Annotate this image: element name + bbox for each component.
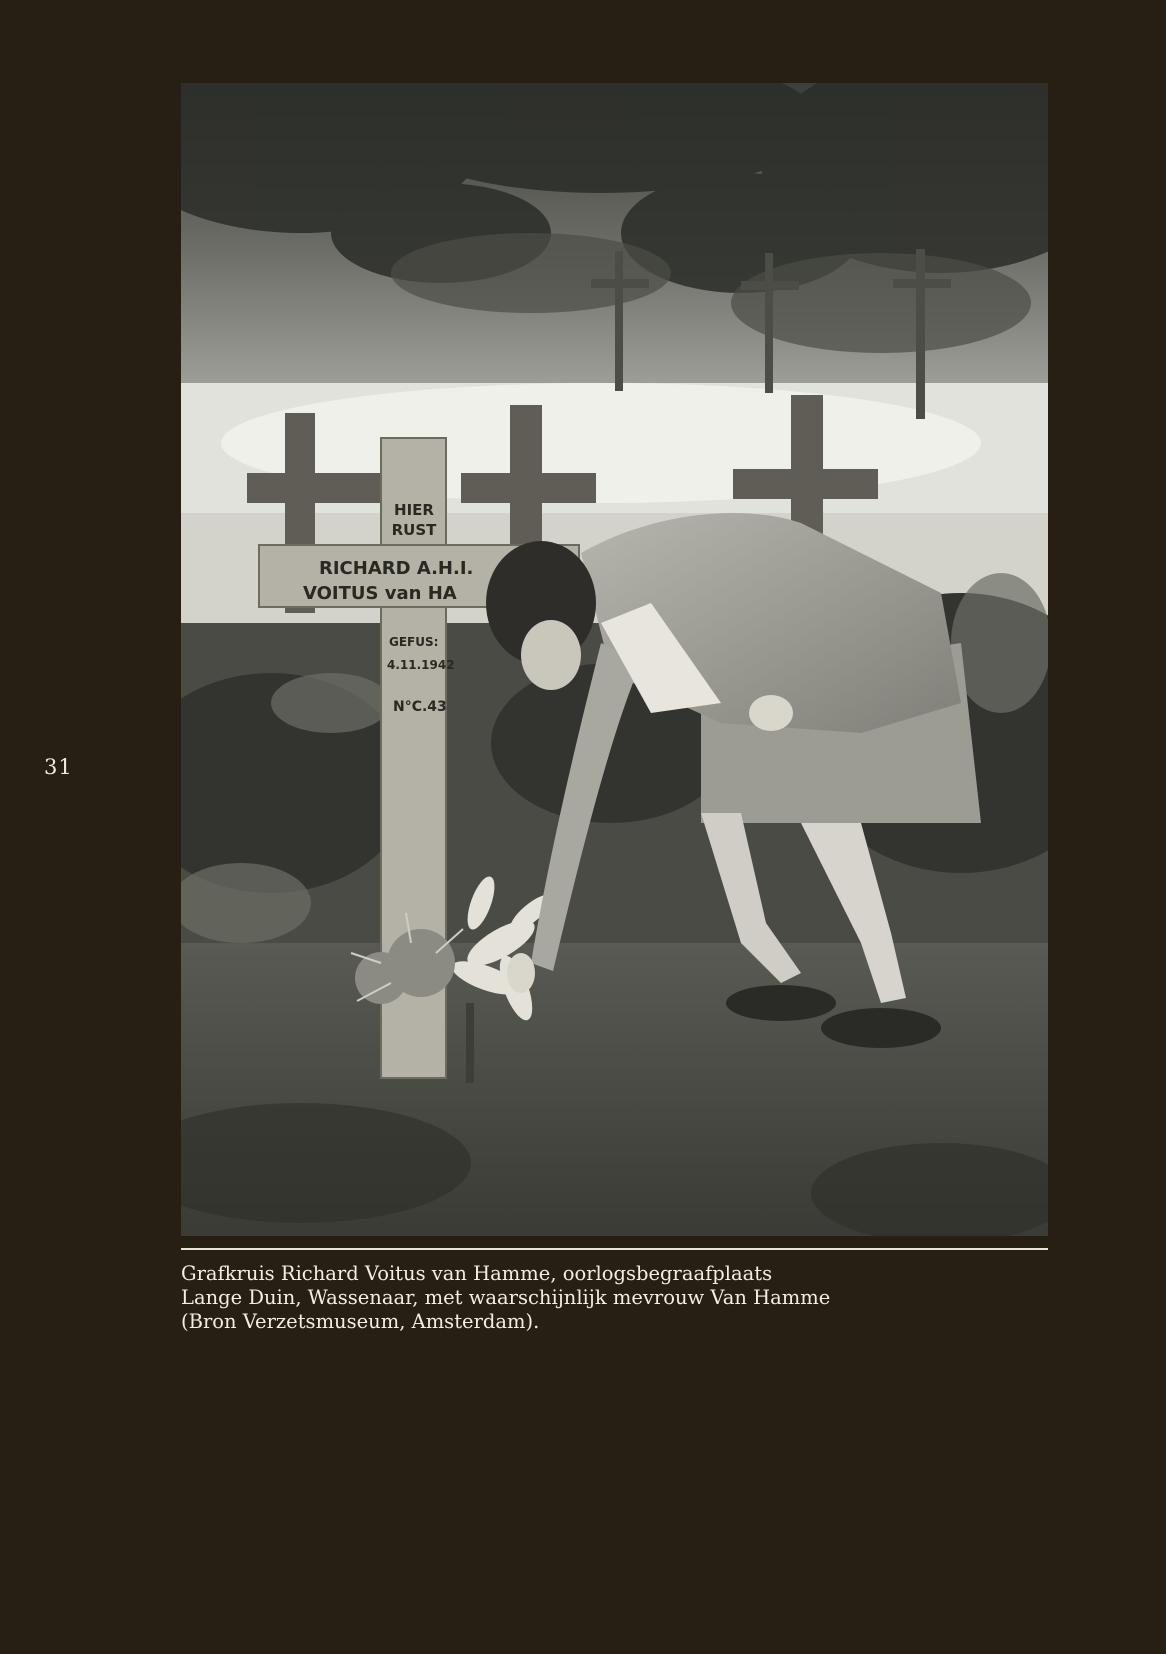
cross-text-date: 4.11.1942 xyxy=(387,658,455,672)
cross-text-rust: RUST xyxy=(391,521,437,539)
cross-text-name1: RICHARD A.H.I. xyxy=(319,558,474,579)
caption-line: Grafkruis Richard Voitus van Hamme, oorlogsbegraafplaats xyxy=(181,1262,773,1285)
photo-caption xyxy=(181,1262,1048,1334)
cross-text-number: N°C.43 xyxy=(393,699,447,715)
cross-text-gefus: GEFUS: xyxy=(389,635,439,649)
caption-line: Lange Duin, Wassenaar, met waarschijnlijk mevrouw Van Hamme xyxy=(181,1286,831,1309)
page-number: 31 xyxy=(44,755,73,779)
cross-text-name2: VOITUS van HA xyxy=(303,583,457,604)
photograph xyxy=(181,83,1048,1236)
cross-text-hier: HIER xyxy=(394,501,434,519)
caption-line: (Bron Verzetsmuseum, Amsterdam). xyxy=(181,1310,540,1333)
caption-divider xyxy=(181,1248,1048,1250)
